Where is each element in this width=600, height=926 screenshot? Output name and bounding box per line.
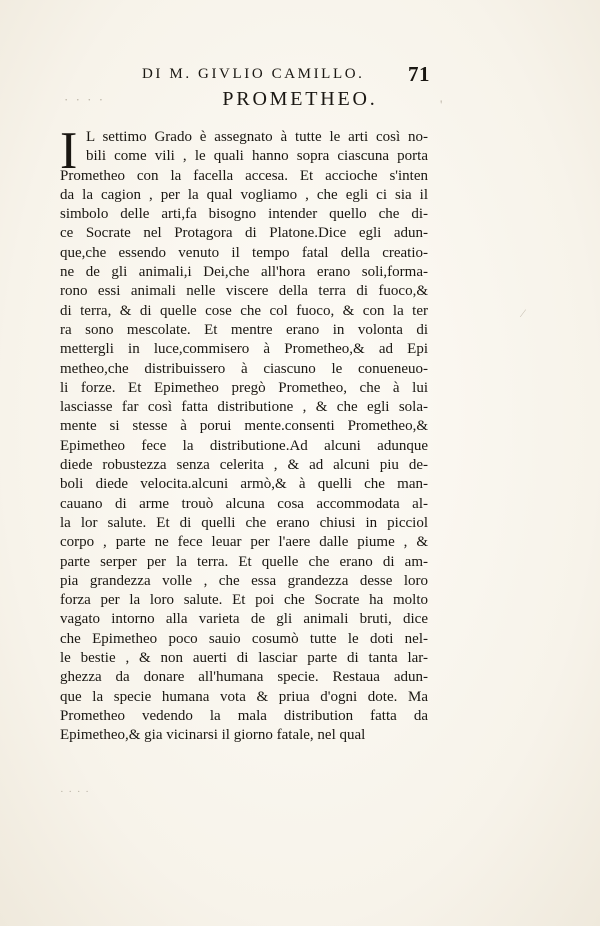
text-line: mettergli in luce,commisero à Prometheo,& ad Epi — [60, 341, 428, 358]
faint-ornament-left: · · · · — [64, 92, 106, 107]
text-line: Prometheo vedendo la mala distribution fatta da — [60, 707, 428, 724]
faint-ornament-right: ' — [440, 97, 445, 112]
page-number: 71 — [408, 62, 430, 86]
text-line: metheo,che distribuissero à ciascuno le conueneuo- — [60, 360, 428, 377]
text-line: cauano di arme trouò alcuna cosa accommodata al- — [60, 495, 428, 512]
text-line: li forze. Et Epimetheo pregò Prometheo, che à lui — [60, 379, 428, 396]
running-title: DI M. GIVLIO CAMILLO. — [142, 66, 365, 82]
text-line: le bestie , & non auerti di lasciar parte di tanta lar- — [60, 650, 428, 667]
text-line: ghezza da donare all'humana specie. Restaua adun- — [60, 669, 428, 686]
text-line: bili come vili , le quali hanno sopra ciascuna porta — [86, 148, 428, 165]
running-head — [0, 64, 600, 88]
text-line: diede robustezza senza celerita , & ad alcuni piu de- — [60, 457, 428, 474]
body-text — [60, 122, 428, 746]
text-line: la lor salute. Et di quelli che erano chiusi in picciol — [60, 514, 428, 531]
text-line: lasciasse far così fatta distributione , & che egli sola- — [60, 399, 428, 416]
text-line: Epimetheo,& gia vicinarsi il giorno fatale, nel qual — [60, 727, 366, 744]
text-line: boli diede velocita.alcuni armò,& à quelli che man- — [60, 476, 428, 493]
text-line: da la cagion , per la qual vogliamo , che egli ci sia il — [60, 186, 428, 203]
text-line: simbolo delle arti,fa bisogno intender quello che di- — [60, 206, 428, 223]
text-line: ne de gli animali,i Dei,che all'hora erano soli,forma- — [60, 264, 428, 281]
text-line: ra sono mescolate. Et mentre erano in volonta di — [60, 321, 428, 338]
text-line: che Epimetheo poco sauio cosumò tutte le doti nel- — [60, 630, 428, 647]
text-line: parte serper per la terra. Et quelle che erano di am- — [60, 553, 428, 570]
text-line: mente si stesse à porui mente.consenti Prometheo,& — [60, 418, 428, 435]
text-line: que,che essendo venuto il tempo fatal della creatio- — [60, 244, 428, 261]
text-line: forza per la loro salute. Et poi che Socrate ha molto — [60, 592, 428, 609]
text-line: pia grandezza volle , che essa grandezza desse loro — [60, 572, 428, 589]
text-line: corpo , parte ne fece leuar per l'aere dalle piume , & — [60, 534, 428, 551]
text-line: Prometheo con la facella accesa. Et accioche s'inten — [60, 167, 428, 184]
section-title: PROMETHEO. — [222, 88, 378, 110]
text-line: ce Socrate nel Protagora di Platone.Dice egli adun- — [60, 225, 428, 242]
text-line: L settimo Grado è assegnato à tutte le arti così no- — [86, 129, 428, 145]
text-line: que la specie humana vota & priua d'ogni dote. Ma — [60, 688, 428, 705]
drop-cap: I — [60, 122, 78, 181]
text-line: Epimetheo fece la distributione.Ad alcuni adunque — [60, 437, 428, 454]
text-line: vagato intorno alla varieta de gli animali bruti, dice — [60, 611, 428, 628]
faint-catchword-mark: · · · · — [60, 786, 90, 798]
text-line: rono essi animali nelle viscere della terra di fuoco,& — [60, 283, 428, 300]
faint-margin-mark: ⁄ — [522, 306, 525, 320]
text-line: di terra, & di quelle cose che col fuoco, & con la ter — [60, 302, 428, 319]
